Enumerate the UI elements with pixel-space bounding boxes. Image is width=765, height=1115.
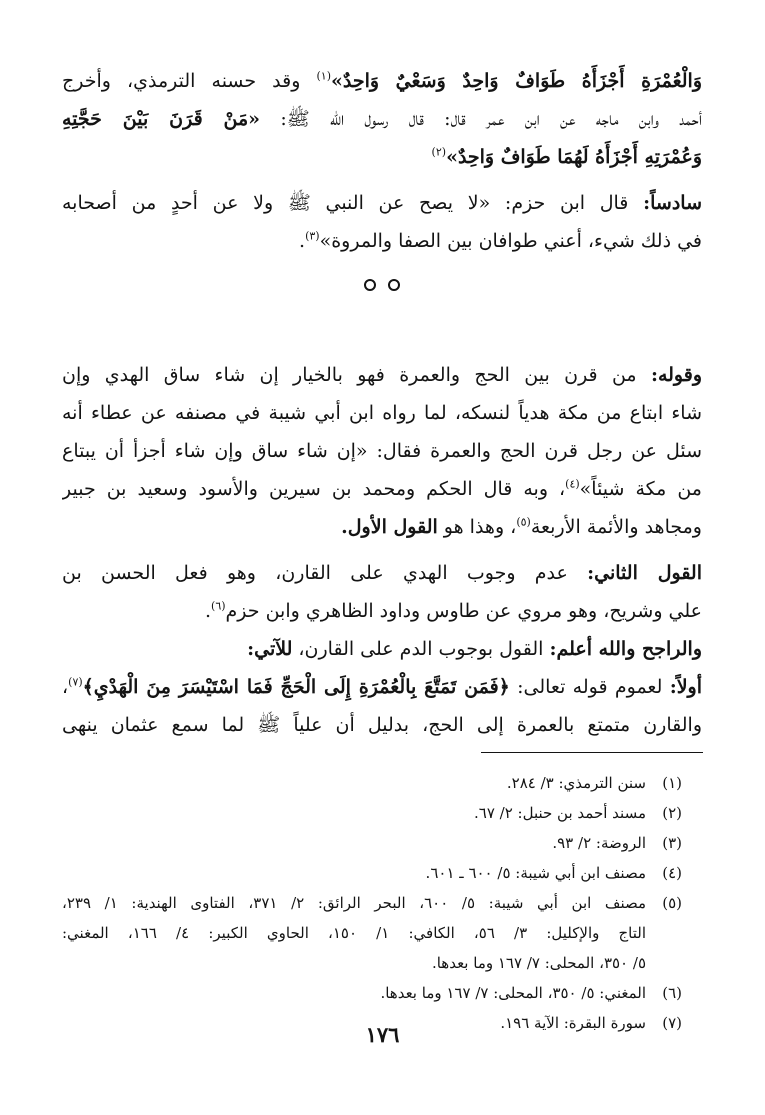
footnote-number: (٧) [662, 1014, 682, 1032]
paragraph-1-line-2 [62, 100, 702, 138]
paragraph-lead: أولاً: [669, 676, 702, 698]
paragraph-3-line-5 [62, 508, 702, 546]
footnote-text: مسند أحمد بن حنبل: ٢/ ٦٧. [473, 804, 646, 822]
footnote [62, 828, 682, 858]
paragraph-text: . [299, 230, 306, 252]
ring-ornament-icon [364, 279, 376, 291]
paragraph-3-line-2 [62, 394, 702, 432]
footnote-ref-4: (٤) [565, 477, 580, 491]
paragraph-text: ، وبه قال الحكم ومحمد بن سيرين والأسود وسعيد بن جبير [62, 478, 566, 500]
paragraph-2-line-2 [62, 222, 702, 260]
footnote [62, 858, 682, 888]
paragraph-text: من مكة شيئاً» [579, 478, 702, 500]
footnote-ref-1: (١) [316, 69, 331, 83]
footnote-number: (٥) [662, 894, 682, 912]
footnote [62, 978, 682, 1008]
hadith-quote: وَالْعُمْرَةِ أَجْزَأَهُ طَوَافٌ وَاحِدٌ وَسَعْيٌ وَاحِدٌ» [331, 70, 702, 92]
paragraph-text: والقارن متمتع بالعمرة إلى الحج، بدليل أن علياً ﷺ لما سمع عثمان ينهى [62, 714, 702, 736]
footnote [62, 888, 682, 918]
main-text [62, 62, 702, 744]
footnote [62, 798, 682, 828]
paragraph-text: ، وهذا هو [437, 516, 517, 538]
footnote-number: (٢) [662, 804, 682, 822]
page-number: ١٧٦ [365, 1022, 400, 1047]
paragraph-text: وقد حسنه الترمذي، وأخرج [62, 70, 317, 92]
paragraph-4-line-2 [62, 592, 702, 630]
paragraph-1-line-1 [62, 62, 702, 100]
paragraph-text: شاء ابتاع من مكة هدياً لنسكه، لما رواه ابن أبي شيبة في مصنفه عن عطاء أنه [62, 402, 702, 424]
paragraph-lead: سادساً: [643, 192, 702, 214]
footnote-ref-3: (٣) [305, 229, 320, 243]
footnote-ref-6: (٦) [211, 599, 226, 613]
footnote-text: سنن الترمذي: ٣/ ٢٨٤. [506, 774, 646, 792]
paragraph-text: لعموم قوله تعالى: [509, 676, 670, 698]
ring-ornament-icon [388, 279, 400, 291]
paragraph-3-line-4 [62, 470, 702, 508]
paragraph-text: القول بوجوب الدم على القارن، [292, 638, 550, 660]
paragraph-emphasis: القول الأول. [341, 516, 438, 538]
footnote [62, 768, 682, 798]
footnote-continuation: ٥/ ٣٥٠، المحلى: ٧/ ١٦٧ وما بعدها. [431, 954, 646, 972]
paragraph-3-line-1 [62, 356, 702, 394]
paragraph-2-line-1 [62, 184, 702, 222]
paragraph-text: عدم وجوب الهدي على القارن، وهو فعل الحسن بن [62, 562, 588, 584]
paragraph-text: أحمد وابن ماجه عن ابن عمر قال: قال رسول الله ﷺ: [260, 108, 702, 130]
paragraph-text: ، [62, 676, 69, 698]
hadith-quote: وَعُمْرَتِهِ أَجْزَأَهُ لَهُمَا طَوَافٌ وَاحِدٌ» [446, 146, 702, 168]
footnote-continuation: التاج والإكليل: ٣/ ٥٦، الكافي: ١/ ١٥٠، الحاوي الكبير: ٤/ ١٦٦، المغني: [62, 924, 647, 942]
footnote-number: (١) [662, 774, 682, 792]
footnote-text: المغني: ٥/ ٣٥٠، المحلى: ٧/ ١٦٧ وما بعدها. [380, 984, 646, 1002]
paragraph-text: من قرن بين الحج والعمرة فهو بالخيار إن شاء ساق الهدي وإن [62, 364, 651, 386]
paragraph-6-line-1 [62, 668, 702, 706]
paragraph-6-line-2 [62, 706, 702, 744]
footnote-number: (٤) [662, 864, 682, 882]
section-label [62, 264, 702, 304]
footnote-ref-5: (٥) [516, 515, 531, 529]
paragraph-text: علي وشريح، وهو مروي عن طاوس وداود الظاهري وابن حزم [225, 600, 702, 622]
paragraph-3-line-3 [62, 432, 702, 470]
footnote-text: سورة البقرة: الآية ١٩٦. [500, 1014, 646, 1032]
hadith-quote: «مَنْ قَرَنَ بَيْنَ حَجَّتِهِ [62, 108, 261, 130]
footnote-text: الروضة: ٢/ ٩٣. [552, 834, 646, 852]
footnote-divider [481, 752, 703, 753]
paragraph-lead: القول الثاني: [587, 562, 702, 584]
paragraph-text: ومجاهد والأئمة الأربعة [530, 516, 702, 538]
paragraph-5-line-1 [62, 630, 702, 668]
paragraph-lead: وقوله: [650, 364, 702, 386]
paragraph-4-line-1 [62, 554, 702, 592]
paragraph-lead: والراجح والله أعلم: [549, 638, 702, 660]
paragraph-text: في ذلك شيء، أعني طوافان بين الصفا والمروة» [319, 230, 702, 252]
paragraph-text: سئل عن رجل قرن الحج والعمرة فقال: «إن شاء ساق وإن شاء أجزأ أن يبتاع [62, 440, 702, 462]
footnote-ref-7: (٧) [68, 675, 83, 689]
paragraph-emphasis: للآتي: [247, 638, 293, 660]
footnotes [62, 768, 682, 1038]
paragraph-text: . [204, 600, 212, 622]
paragraph-1-line-3 [62, 138, 702, 176]
footnote-number: (٣) [662, 834, 682, 852]
footnote-number: (٦) [662, 984, 682, 1002]
footnote-ref-2: (٢) [431, 145, 447, 159]
footnote-text: مصنف ابن أبي شيبة: ٥/ ٦٠٠، البحر الرائق: ٢/ ٣٧١، الفتاوى الهندية: ١/ ٢٣٩، [62, 894, 646, 912]
section-title [62, 304, 702, 348]
footnote-text: مصنف ابن أبي شيبة: ٥/ ٦٠٠ ـ ٦٠١. [425, 864, 646, 882]
paragraph-text: قال ابن حزم: «لا يصح عن النبي ﷺ ولا عن أحدٍ من أصحابه [62, 192, 644, 214]
quran-verse: ﴿فَمَن تَمَتَّعَ بِالْعُمْرَةِ إِلَى الْحَجِّ فَمَا اسْتَيْسَرَ مِنَ الْهَدْيِ﴾ [82, 676, 510, 698]
